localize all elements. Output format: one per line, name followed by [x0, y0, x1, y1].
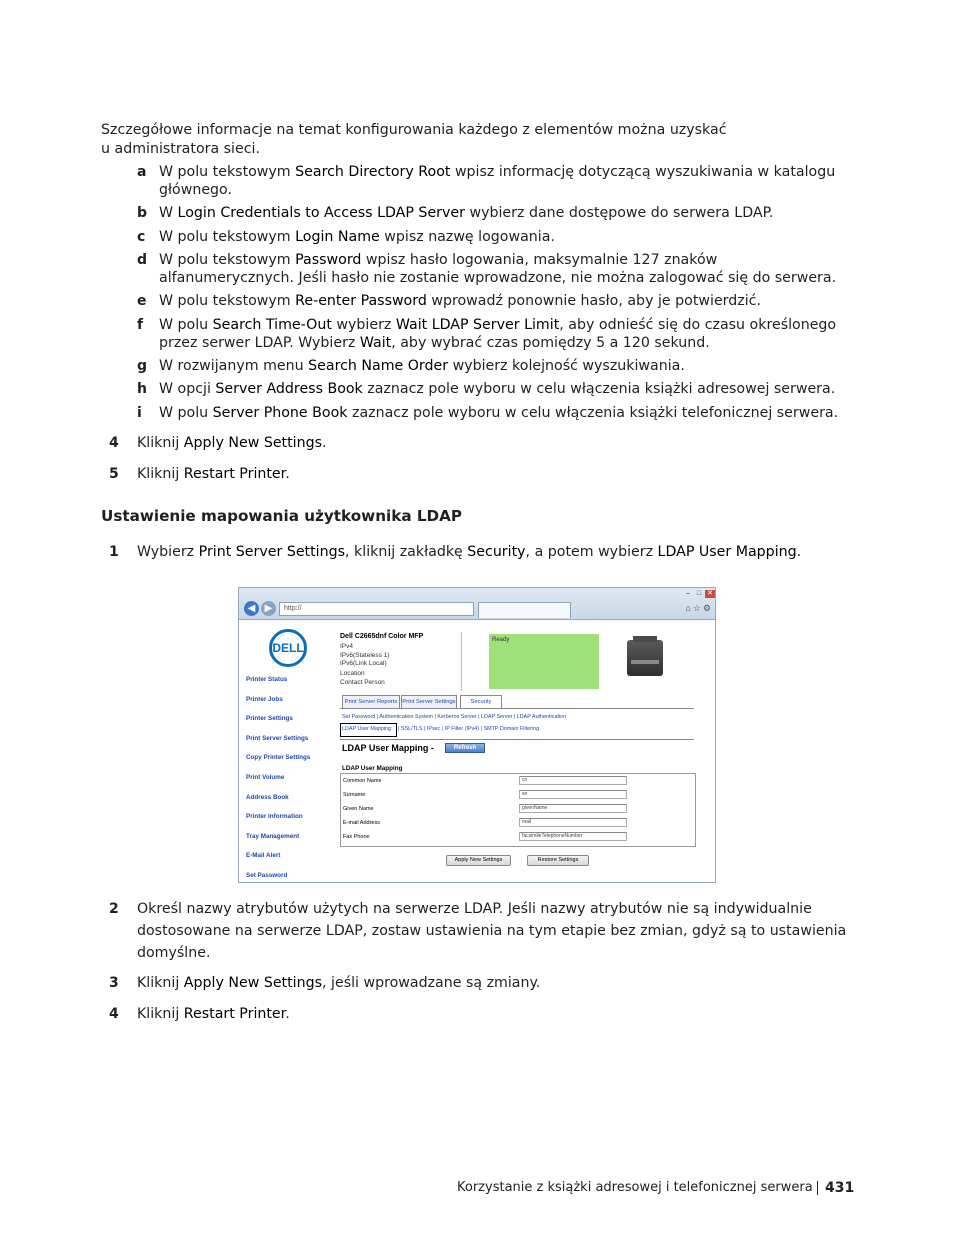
tab-print-server-settings[interactable]: Print Server Settings	[401, 695, 457, 709]
page-number: 431	[825, 1180, 855, 1196]
sidebar-item-printer-settings[interactable]: Printer Settings	[246, 715, 293, 722]
footer-title: Korzystanie z książki adresowej i telefonicznej serwera	[457, 1180, 813, 1195]
sidebar-item-printer-status[interactable]: Printer Status	[246, 676, 288, 683]
mapping-row: Given Name givenName	[343, 803, 693, 817]
tab-underline	[340, 708, 694, 709]
embedded-screenshot	[238, 587, 716, 883]
browser-chrome	[239, 588, 716, 620]
section-heading: Ustawienie mapowania użytkownika LDAP	[101, 507, 463, 525]
tab-print-server-reports[interactable]: Print Server Reports	[342, 695, 400, 709]
printer-model: Dell C2665dnf Color MFP	[340, 633, 424, 640]
page-divider	[340, 739, 694, 740]
maximize-icon[interactable]: □	[696, 590, 702, 597]
given-name-field[interactable]: givenName	[519, 804, 627, 813]
close-icon[interactable]: ✕	[705, 590, 715, 598]
address-bar[interactable]: http://	[279, 602, 474, 616]
browser-tab[interactable]	[478, 602, 571, 618]
ldap-section-title: LDAP User Mapping	[342, 765, 403, 772]
dell-logo: DELL	[269, 629, 307, 667]
info-ipv4: IPv4	[340, 643, 354, 650]
info-location: Location	[340, 670, 365, 677]
mapping-row: Common Name cn	[343, 775, 693, 789]
refresh-button[interactable]: Refresh	[445, 743, 485, 753]
sidebar-item-print-volume[interactable]: Print Volume	[246, 774, 285, 781]
common-name-field[interactable]: cn	[519, 776, 627, 785]
info-ipv6-link: IPv6(Link Local)	[340, 660, 387, 667]
ldap-page-title: LDAP User Mapping -	[342, 743, 434, 753]
intro-line-2: u administratora sieci.	[101, 141, 260, 157]
info-scrollbar[interactable]	[461, 632, 468, 691]
sidebar-item-copy-printer-settings[interactable]: Copy Printer Settings	[246, 754, 311, 761]
info-ipv6-stateless: IPv6(Stateless 1)	[340, 652, 390, 659]
sublink-ldap-user-mapping[interactable]: LDAP User Mapping	[342, 726, 392, 732]
sidebar-item-print-server-settings[interactable]: Print Server Settings	[246, 735, 309, 742]
substep-d-line2: alfanumerycznych. Jeśli hasło nie zostanie wprowadzone, nie można zalogować się do serwera.	[159, 270, 837, 286]
mapping-table	[340, 773, 696, 847]
fax-phone-field[interactable]: facsimileTelephoneNumber	[519, 832, 627, 841]
step-2-line3: domyślne.	[137, 945, 211, 961]
substep-f-line2: przez serwer LDAP. Wybierz Wait, aby wybrać czas pomiędzy 5 a 120 sekund.	[159, 335, 710, 351]
forward-icon[interactable]: ▶	[261, 601, 276, 616]
sidebar-item-email-alert[interactable]: E-Mail Alert	[246, 852, 281, 859]
sidebar-item-set-password[interactable]: Set Password	[246, 872, 288, 879]
substep-a-line2: głównego.	[159, 182, 232, 198]
security-sublinks-2[interactable]: | SSL/TLS | IPsec | IP Filter (IPv4) | SMTP Domain Filtering	[398, 726, 540, 732]
footer-divider	[817, 1181, 818, 1195]
restore-settings-button[interactable]: Restore Settings	[527, 855, 589, 866]
sidebar-item-printer-jobs[interactable]: Printer Jobs	[246, 696, 283, 703]
printer-image	[627, 640, 663, 676]
step-2-line2: dostosowane na serwerze LDAP, zostaw ustawienia na tym etapie bez zmian, gdyż są to ustawienia	[137, 923, 847, 939]
toolbar-icons[interactable]: ⌂☆⚙	[685, 603, 713, 613]
surname-field[interactable]: sn	[519, 790, 627, 799]
email-address-field[interactable]: mail	[519, 818, 627, 827]
mapping-row: E-mail Address mail	[343, 817, 693, 831]
mapping-row: Fax Phone facsimileTelephoneNumber	[343, 831, 693, 845]
security-sublinks-1[interactable]: Set Password | Authentication System | Kerberos Server | LDAP Server | LDAP Authentication	[342, 714, 567, 720]
minimize-icon[interactable]: –	[686, 590, 690, 597]
sidebar-item-printer-information[interactable]: Printer Information	[246, 813, 303, 820]
info-contact: Contact Person	[340, 679, 385, 686]
sidebar-item-address-book[interactable]: Address Book	[246, 794, 289, 801]
sidebar-item-tray-management[interactable]: Tray Management	[246, 833, 300, 840]
mapping-row: Surname sn	[343, 789, 693, 803]
apply-new-settings-button[interactable]: Apply New Settings	[446, 855, 511, 866]
back-icon[interactable]: ◀	[244, 601, 259, 616]
tab-security[interactable]: Security	[460, 695, 502, 709]
intro-line-1: Szczegółowe informacje na temat konfigurowania każdego z elementów można uzyskać	[101, 122, 727, 138]
status-panel: Ready	[489, 634, 599, 689]
